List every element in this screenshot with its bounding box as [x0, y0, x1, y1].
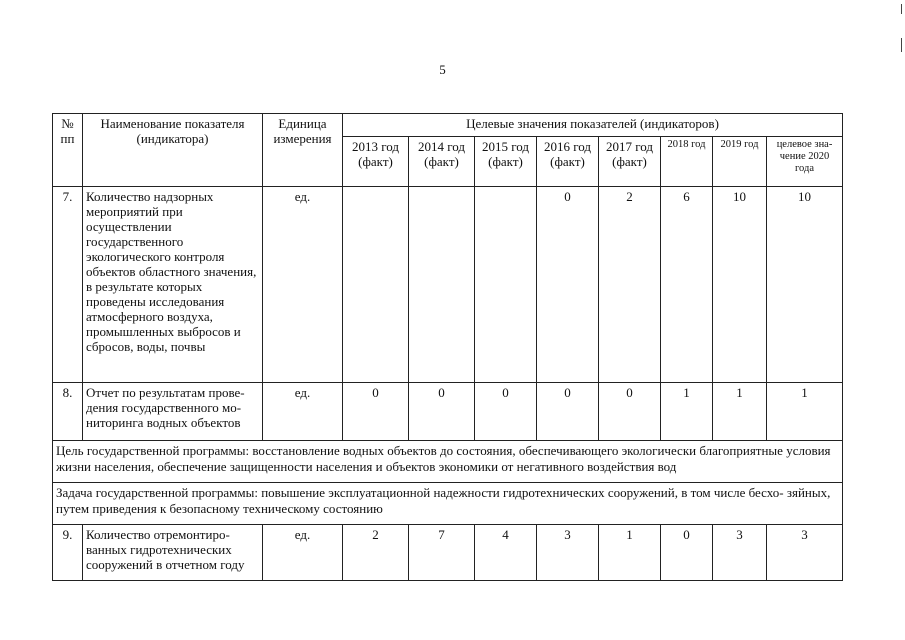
row-value: 0: [475, 383, 537, 441]
header-year: целевое зна- чение 2020 года: [767, 137, 843, 187]
row-value: 1: [661, 383, 713, 441]
table-row: [53, 187, 843, 383]
row-num: 8.: [53, 383, 83, 441]
row-value: 6: [661, 187, 713, 383]
row-value: 10: [713, 187, 767, 383]
row-num: 9.: [53, 525, 83, 581]
row-value: 3: [537, 525, 599, 581]
goal-row: [53, 441, 843, 483]
header-name: Наименование показателя (индикатора): [83, 114, 263, 187]
header-year: 2018 год: [661, 137, 713, 187]
row-value: [343, 187, 409, 383]
header-unit: Единица измерения: [263, 114, 343, 187]
header-row-1: [53, 114, 843, 137]
row-unit: ед.: [263, 383, 343, 441]
row-name: Количество надзорных мероприятий при осуществлении государственного экологического контроля объектов областного значения, в результате которых проведены исследования атмосферного воздуха, промышленных выбросов и сбросов, воды, почвы: [83, 187, 263, 383]
scan-mark: [901, 4, 902, 14]
row-value: 0: [343, 383, 409, 441]
row-value: [475, 187, 537, 383]
program-goal-text: Цель государственной программы: восстановление водных объектов до состояния, обеспечивающего экологически благоприятные условия жизни населения, обеспечение защищенности населения и объектов экономики от негативного воздействия вод: [53, 441, 843, 483]
scan-mark: [901, 38, 902, 52]
row-value: 0: [661, 525, 713, 581]
row-num: 7.: [53, 187, 83, 383]
row-value: 0: [537, 383, 599, 441]
row-value: 0: [537, 187, 599, 383]
row-value: 0: [409, 383, 475, 441]
row-value: 3: [767, 525, 843, 581]
row-value: 1: [767, 383, 843, 441]
row-value: 10: [767, 187, 843, 383]
row-value: 7: [409, 525, 475, 581]
table-row: [53, 525, 843, 581]
row-value: 1: [713, 383, 767, 441]
row-name: Отчет по результатам прове- дения государственного мо- ниторинга водных объектов: [83, 383, 263, 441]
header-year: 2017 год (факт): [599, 137, 661, 187]
table-row: [53, 383, 843, 441]
row-value: 0: [599, 383, 661, 441]
row-value: 4: [475, 525, 537, 581]
header-year: 2013 год (факт): [343, 137, 409, 187]
header-target-group: Целевые значения показателей (индикаторов): [343, 114, 843, 137]
header-year: 2014 год (факт): [409, 137, 475, 187]
header-year: 2015 год (факт): [475, 137, 537, 187]
row-value: 3: [713, 525, 767, 581]
task-row: [53, 483, 843, 525]
row-value: 1: [599, 525, 661, 581]
indicators-table: [52, 113, 843, 581]
page-number: 5: [439, 62, 446, 77]
row-unit: ед.: [263, 187, 343, 383]
row-name: Количество отремонтиро- ванных гидротехнических сооружений в отчетном году: [83, 525, 263, 581]
header-year: 2019 год: [713, 137, 767, 187]
header-year: 2016 год (факт): [537, 137, 599, 187]
program-task-text: Задача государственной программы: повышение эксплуатационной надежности гидротехнических сооружений, в том числе бесхо- зяйных, путем приведения к безопасному техническому состоянию: [53, 483, 843, 525]
row-value: [409, 187, 475, 383]
row-value: 2: [599, 187, 661, 383]
row-unit: ед.: [263, 525, 343, 581]
row-value: 2: [343, 525, 409, 581]
header-num: № пп: [53, 114, 83, 187]
